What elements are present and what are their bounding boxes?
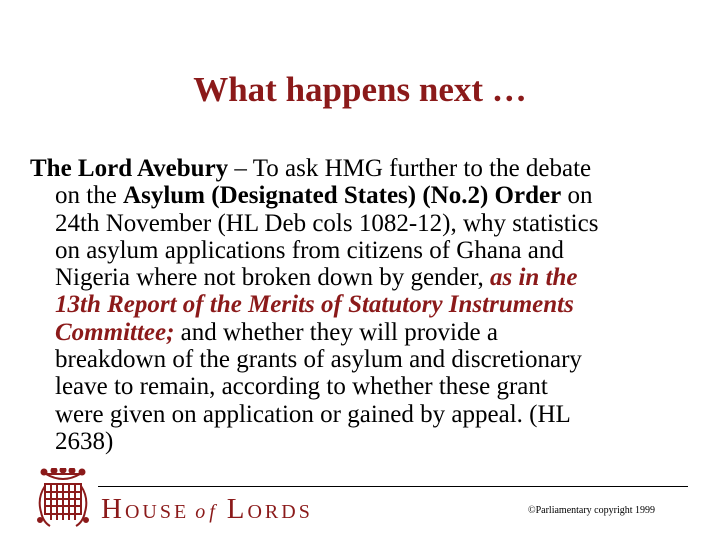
question-line-1-rest: – To ask HMG further to the debate [228, 155, 592, 182]
question-line-2-post: on [561, 182, 593, 210]
wordmark-h: H [101, 493, 125, 525]
question-line-8: breakdown of the grants of asylum and discretionary [55, 346, 582, 374]
question-line-10: were given on application or gained by appeal. (HL [55, 400, 571, 428]
footer-divider [98, 486, 688, 487]
speaker-name: The Lord Avebury [30, 155, 229, 182]
wordmark-ords: ORDS [247, 501, 313, 523]
question-line-11: 2638) [55, 427, 114, 455]
report-reference-middle: 13th Report of the Merits of Statutory Instruments [55, 291, 574, 319]
wordmark-of: of [195, 501, 219, 523]
question-text [30, 155, 710, 455]
slide-title: What happens next … [193, 70, 527, 109]
report-reference-end: Committee; [55, 318, 175, 346]
question-line-7-post: and whether they will provide a [174, 318, 498, 346]
wordmark-l: L [226, 493, 248, 525]
question-line-4: on asylum applications from citizens of Ghana and [55, 236, 564, 264]
question-line-1 [30, 155, 710, 182]
report-reference-start: as in the [489, 264, 578, 292]
question-line-2-pre: on the [55, 182, 124, 210]
house-of-lords-wordmark [101, 494, 313, 527]
question-line-7 [30, 319, 710, 346]
question-line-3: 24th November (HL Deb cols 1082-12), why statistics [55, 209, 599, 237]
portcullis-icon [34, 468, 92, 528]
order-name: Asylum (Designated States) (No.2) Order [123, 182, 562, 210]
wordmark-ouse: OUSE [124, 501, 190, 523]
question-line-9: leave to remain, according to whether these grant [55, 373, 548, 401]
question-line-5-pre: Nigeria where not broken down by gender, [55, 264, 490, 292]
question-line-5 [30, 264, 710, 291]
question-line-2 [30, 182, 710, 209]
copyright-notice: ©Parliamentary copyright 1999 [528, 505, 656, 516]
